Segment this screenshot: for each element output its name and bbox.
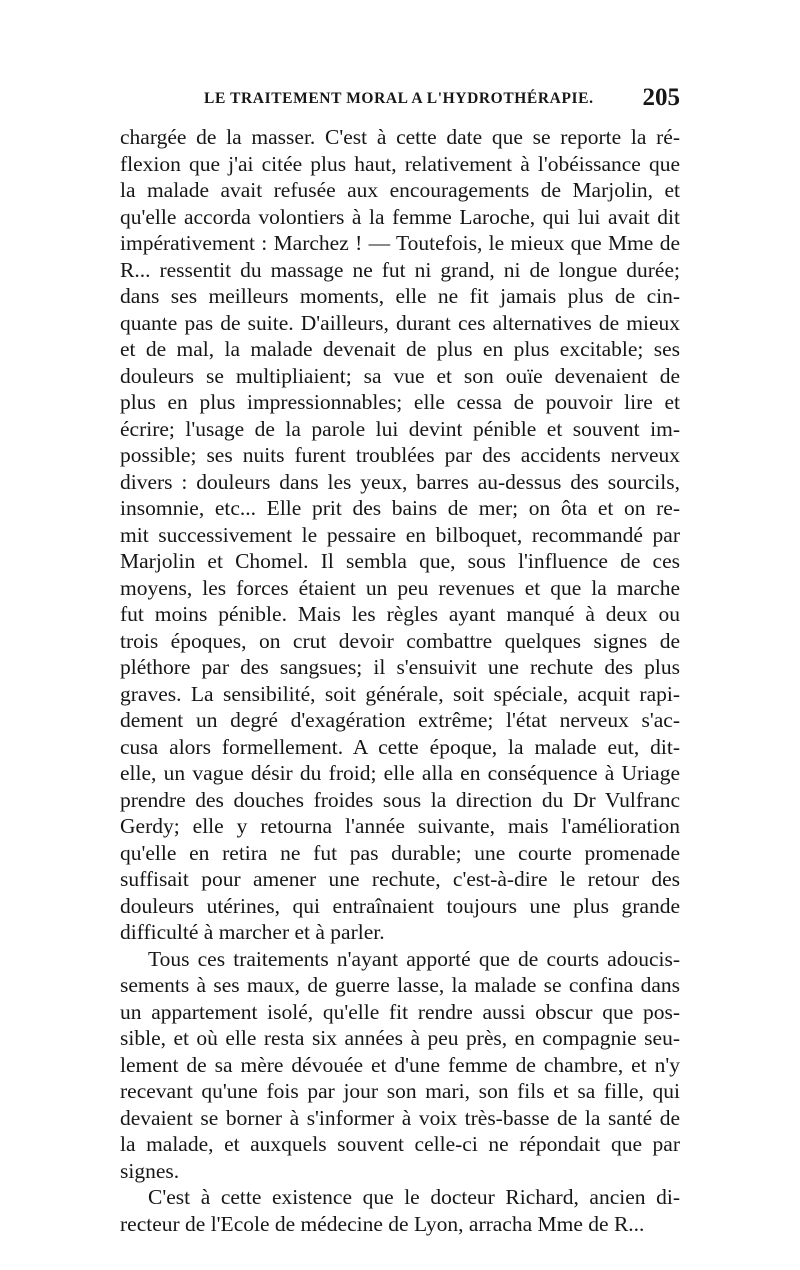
body-text (120, 124, 680, 1237)
text-line: Gerdy; elle y retourna l'année suivante, mais l'amélioration (120, 814, 680, 838)
paragraph-end-line: difficulté à marcher et à parler. (120, 920, 385, 944)
text-line: divers : douleurs dans les yeux, barres au-dessus des sourcils, (120, 469, 680, 494)
text-line: R... ressentit du massage ne fut ni grand, ni de longue durée; (120, 257, 680, 282)
running-head (120, 84, 680, 118)
text-line: possible; ses nuits furent troublées par des accidents nerveux (120, 443, 680, 467)
text-line: moyens, les forces étaient un peu revenues et que la marche (120, 575, 680, 600)
text-line: la malade avait refusée aux encouragements de Marjolin, et (120, 178, 680, 202)
text-line: impérativement : Marchez ! — Toutefois, le mieux que Mme de (120, 231, 680, 255)
text-line: qu'elle en retira ne fut pas durable; une courte promenade (120, 840, 680, 865)
text-line: la malade, et auxquels souvent celle-ci ne répondait que par (120, 1132, 680, 1156)
text-line: chargée de la masser. C'est à cette date que se reporte la ré- (120, 125, 680, 149)
text-line: elle, un vague désir du froid; elle alla en conséquence à Uriage (120, 761, 680, 785)
text-line: prendre des douches froides sous la direction du Dr Vulfranc (120, 787, 680, 812)
text-line: quante pas de suite. D'ailleurs, durant ces alternatives de mieux (120, 310, 680, 335)
paragraph-end-line: signes. (120, 1158, 180, 1183)
text-line: écrire; l'usage de la parole lui devint pénible et souvent im- (120, 416, 680, 441)
text-line: un appartement isolé, qu'elle fit rendre aussi obscur que pos- (120, 999, 680, 1024)
text-line: Marjolin et Chomel. Il sembla que, sous l'influence de ces (120, 549, 680, 573)
text-line: sements à ses maux, de guerre lasse, la malade se confina dans (120, 973, 680, 997)
text-line: pléthore par des sangsues; il s'ensuivit une rechute des plus (120, 655, 680, 679)
text-line: dans ses meilleurs moments, elle ne fit jamais plus de cin- (120, 284, 680, 308)
text-line: douleurs se multipliaient; sa vue et son ouïe devenaient de (120, 363, 680, 388)
text-line: trois époques, on crut devoir combattre quelques signes de (120, 628, 680, 653)
text-line: flexion que j'ai citée plus haut, relativement à l'obéissance que (120, 151, 680, 176)
page-number: 205 (642, 84, 680, 111)
text-line: sible, et où elle resta six années à peu près, en compagnie seu- (120, 1026, 680, 1050)
text-line: plus en plus impressionnables; elle cessa de pouvoir lire et (120, 390, 680, 414)
text-line: recevant qu'une fois par jour son mari, son fils et sa fille, qui (120, 1079, 680, 1103)
text-line: douleurs utérines, qui entraînaient toujours une plus grande (120, 893, 680, 918)
text-line: mit successivement le pessaire en bilboquet, recommandé par (120, 522, 680, 547)
paragraph-start-line: C'est à cette existence que le docteur Richard, ancien di- (148, 1185, 680, 1209)
text-line: lement de sa mère dévouée et d'une femme de chambre, et n'y (120, 1052, 680, 1077)
text-line: dement un degré d'exagération extrême; l'état nerveux s'ac- (120, 708, 680, 732)
text-line: insomnie, etc... Elle prit des bains de mer; on ôta et on re- (120, 496, 680, 520)
text-line: fut moins pénible. Mais les règles ayant manqué à deux ou (120, 602, 680, 626)
paragraph-start-line: Tous ces traitements n'ayant apporté que de courts adoucis- (148, 946, 680, 971)
text-line: et de mal, la malade devenait de plus en plus excitable; ses (120, 337, 680, 361)
text-line: recteur de l'Ecole de médecine de Lyon, arracha Mme de R... (120, 1211, 645, 1236)
text-line: cusa alors formellement. A cette époque, la malade eut, dit- (120, 734, 680, 759)
running-title: LE TRAITEMENT MORAL A L'HYDROTHÉRAPIE. (204, 90, 594, 107)
text-line: graves. La sensibilité, soit générale, soit spéciale, acquit rapi- (120, 681, 680, 706)
text-line: suffisait pour amener une rechute, c'est-à-dire le retour des (120, 867, 680, 891)
text-line: devaient se borner à s'informer à voix très-basse de la santé de (120, 1105, 680, 1130)
text-line: qu'elle accorda volontiers à la femme Laroche, qui lui avait dit (120, 204, 680, 229)
